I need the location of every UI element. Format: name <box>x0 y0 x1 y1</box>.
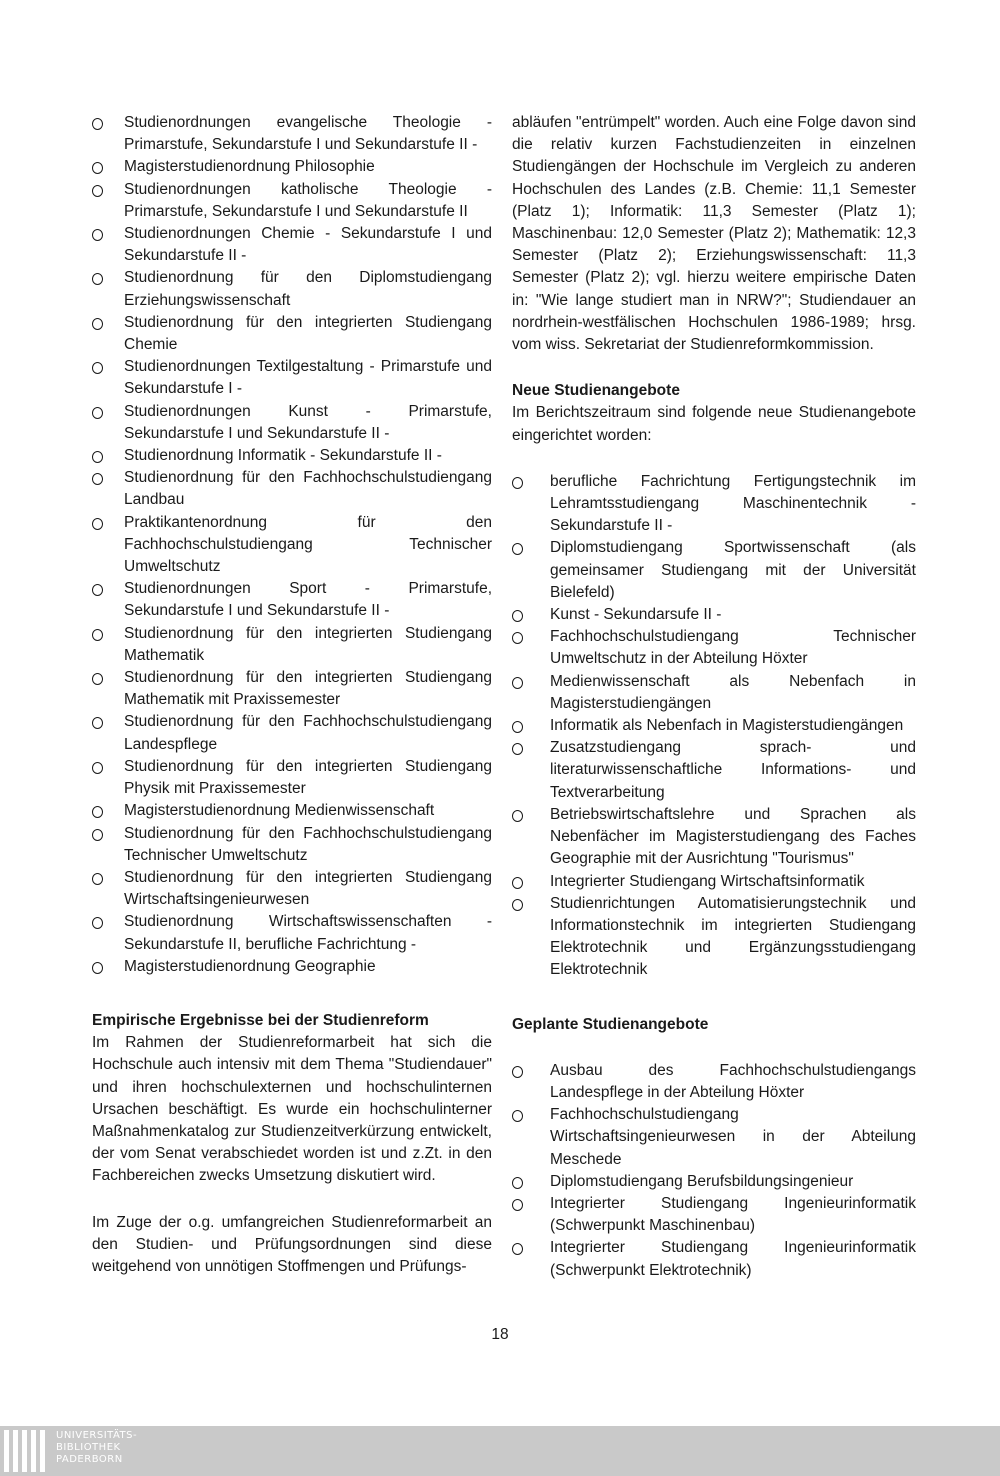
circle-bullet-icon <box>512 1243 523 1255</box>
list-item <box>512 1171 916 1193</box>
circle-bullet-icon <box>92 829 103 841</box>
list-item-text: Diplomstudiengang Berufsbildungsingenieur <box>550 1172 854 1190</box>
list-item-text: Studienordnungen Textilgestaltung - Primarstufe und Sekundarstufe I - <box>124 358 492 398</box>
circle-bullet-icon <box>512 721 523 733</box>
circle-bullet-icon <box>92 584 103 596</box>
list-item-text: Integrierter Studiengang Ingenieurinformatik (Schwerpunkt Maschinenbau) <box>550 1194 916 1235</box>
list-item-text: Studienrichtungen Automatisierungstechnik und Informationstechnik im integrierten Studiengang Elektrotechnik und Ergänzungsstudiengang Elektrotechnik <box>550 894 916 979</box>
list-item <box>92 356 492 400</box>
list-item-text: Kunst - Sekundarsufe II - <box>550 606 722 624</box>
list-item-text: berufliche Fachrichtung Fertigungstechnik im Lehramtsstudiengang Maschinentechnik - Sekundarstufe II - <box>550 472 916 535</box>
list-item <box>92 312 492 356</box>
list-item <box>92 512 492 579</box>
section-heading-empirische-ergebnisse: Empirische Ergebnisse bei der Studienreform <box>92 1011 429 1029</box>
list-item <box>92 956 492 978</box>
list-item-text: Studienordnung für den Fachhochschulstudiengang Landbau <box>124 469 492 509</box>
list-item <box>92 800 492 822</box>
library-name-line-1: UNIVERSITÄTS- <box>56 1430 138 1441</box>
list-item-text: Studienordnung für den Fachhochschulstudiengang Landespflege <box>124 713 492 753</box>
circle-bullet-icon <box>512 899 523 911</box>
list-item-text: Integrierter Studiengang Wirtschaftsinformatik <box>550 872 865 890</box>
list-item <box>512 626 916 670</box>
list-item-text: Zusatzstudiengang sprach- und literaturwissenschaftliche Informations- und Textverarbeitung <box>550 739 916 801</box>
list-item-text: Praktikantenordnung für den Fachhochschulstudiengang Technischer Umweltschutz <box>124 513 492 576</box>
list-item <box>92 223 492 267</box>
circle-bullet-icon <box>92 629 103 641</box>
paragraph-neue-intro: Im Berichtszeitraum sind folgende neue Studienangebote eingerichtet worden: <box>512 404 916 444</box>
list-item-text: Studienordnung für den Diplomstudiengang Erziehungswissenschaft <box>124 269 492 309</box>
circle-bullet-icon <box>512 877 523 889</box>
studienordnungen-list <box>92 112 492 978</box>
paragraph-continuation: abläufen "entrümpelt" worden. Auch eine Folge davon sind die relativ kurzen Fachstudienzeiten in einzelnen Studiengängen der Hochschule im Vergleich zu anderen Hochschulen des Landes (z.B. Chemie: 11,1 Semester (Platz 1); Informatik: 11,3 Semester (Platz 1); Maschinenbau: 12,0 Semester (Platz 2); Mathematik: 12,3 Semester (Platz 2); Erziehungswissenschaft: 11,3 Semester (Platz 2); vgl. hierzu weitere empirische Daten in: "Wie lange studiert man in NRW?"; Studiendauer an nordrhein-westfälischen Hochschulen 1986-1989; hrsg. vom wiss. Sekretariat der Studienreformkommission. <box>512 114 916 354</box>
library-name-line-2: BIBLIOTHEK <box>56 1442 121 1453</box>
list-item <box>512 1193 916 1237</box>
paragraph-studiendauer: Im Rahmen der Studienreformarbeit hat sich die Hochschule auch intensiv mit dem Thema "Studiendauer" und ihren hochschulexternen und hochschulinternen Ursachen beschäftigt. Es wurde ein hochschulinterner Maßnahmenkatalog zur Studienzeitverkürzung entwickelt, der vom Senat verabschiedet worden ist und z.Zt. in den Fachbereichen zwecks Umsetzung diskutiert wird. <box>92 1034 492 1185</box>
list-item-text: Informatik als Nebenfach in Magisterstudiengängen <box>550 717 904 735</box>
list-item <box>92 667 492 711</box>
library-logo-icon <box>4 1430 48 1472</box>
list-item <box>512 1237 916 1281</box>
circle-bullet-icon <box>92 229 103 241</box>
circle-bullet-icon <box>92 673 103 685</box>
circle-bullet-icon <box>512 1066 523 1078</box>
list-item-text: Studienordnungen evangelische Theologie - Primarstufe, Sekundarstufe I und Sekundarstufe II - <box>124 114 492 154</box>
list-item <box>512 871 916 893</box>
list-item-text: Studienordnungen Kunst - Primarstufe, Sekundarstufe I und Sekundarstufe II - <box>124 402 492 442</box>
list-item <box>92 823 492 867</box>
list-item-text: Studienordnung Wirtschaftswissenschaften - Sekundarstufe II, berufliche Fachrichtung - <box>124 913 492 953</box>
list-item-text: Studienordnungen Chemie - Sekundarstufe I und Sekundarstufe II - <box>124 225 492 265</box>
circle-bullet-icon <box>92 407 103 419</box>
circle-bullet-icon <box>92 717 103 729</box>
right-column <box>512 112 916 1282</box>
list-item <box>92 623 492 667</box>
circle-bullet-icon <box>92 917 103 929</box>
left-column <box>92 112 492 1278</box>
list-item-text: Ausbau des Fachhochschulstudiengangs Landespflege in der Abteilung Höxter <box>550 1061 916 1101</box>
circle-bullet-icon <box>92 518 103 530</box>
list-item-text: Diplomstudiengang Sportwissenschaft (als gemeinsamer Studiengang mit der Universität Bielefeld) <box>550 539 916 601</box>
section-heading-neue-studienangebote: Neue Studienangebote <box>512 382 680 400</box>
page-number: 18 <box>491 1326 509 1343</box>
list-item-text: Studienordnung für den Fachhochschulstudiengang Technischer Umweltschutz <box>124 824 492 864</box>
circle-bullet-icon <box>92 451 103 463</box>
library-name <box>56 1430 137 1466</box>
circle-bullet-icon <box>512 1199 523 1211</box>
library-footer-band <box>0 1426 1000 1476</box>
list-item-text: Magisterstudienordnung Geographie <box>124 957 376 975</box>
list-item <box>92 756 492 800</box>
library-name-line-3: PADERBORN <box>56 1454 123 1465</box>
list-item <box>92 179 492 223</box>
list-item <box>512 471 916 538</box>
list-item <box>512 893 916 982</box>
list-item-text: Fachhochschulstudiengang Technischer Umweltschutz in der Abteilung Höxter <box>550 628 916 668</box>
list-item <box>92 467 492 511</box>
paragraph-studienreformarbeit: Im Zuge der o.g. umfangreichen Studienreformarbeit an den Studien- und Prüfungsordnungen sind diese weitgehend von unnötigen Stoffmengen und Prüfungs- <box>92 1213 492 1275</box>
neue-studienangebote-list <box>512 471 916 982</box>
circle-bullet-icon <box>92 762 103 774</box>
circle-bullet-icon <box>92 162 103 174</box>
circle-bullet-icon <box>512 1177 523 1189</box>
list-item <box>512 671 916 715</box>
list-item <box>92 267 492 311</box>
list-item-text: Integrierter Studiengang Ingenieurinformatik (Schwerpunkt Elektrotechnik) <box>550 1239 916 1279</box>
list-item <box>512 804 916 871</box>
list-item-text: Fachhochschulstudiengang Wirtschaftsingenieurwesen in der Abteilung Meschede <box>550 1106 916 1168</box>
list-item <box>512 715 916 737</box>
list-item <box>92 911 492 955</box>
circle-bullet-icon <box>512 743 523 755</box>
circle-bullet-icon <box>512 610 523 622</box>
list-item <box>92 578 492 622</box>
list-item-text: Studienordnungen Sport - Primarstufe, Sekundarstufe I und Sekundarstufe II - <box>124 580 492 620</box>
list-item-text: Magisterstudienordnung Medienwissenschaft <box>124 802 435 820</box>
list-item-text: Studienordnungen katholische Theologie - Primarstufe, Sekundarstufe I und Sekundarstufe II <box>124 180 492 220</box>
circle-bullet-icon <box>92 806 103 818</box>
circle-bullet-icon <box>512 810 523 822</box>
circle-bullet-icon <box>512 1110 523 1122</box>
list-item <box>92 711 492 755</box>
list-item-text: Studienordnung Informatik - Sekundarstufe II - <box>124 447 442 465</box>
list-item <box>92 445 492 467</box>
circle-bullet-icon <box>92 273 103 285</box>
list-item <box>92 112 492 156</box>
list-item <box>512 1060 916 1104</box>
list-item <box>92 401 492 445</box>
list-item <box>512 537 916 604</box>
circle-bullet-icon <box>92 473 103 485</box>
list-item-text: Magisterstudienordnung Philosophie <box>124 158 375 176</box>
circle-bullet-icon <box>92 185 103 197</box>
section-heading-geplante-studienangebote: Geplante Studienangebote <box>512 1015 709 1033</box>
list-item-text: Studienordnung für den integrierten Studiengang Mathematik mit Praxissemester <box>124 669 492 709</box>
list-item-text: Betriebswirtschaftslehre und Sprachen als Nebenfächer im Magisterstudiengang des Faches Geographie mit der Ausrichtung "Tourismus" <box>550 805 916 868</box>
circle-bullet-icon <box>512 632 523 644</box>
list-item-text: Medienwissenschaft als Nebenfach in Magisterstudiengängen <box>550 672 916 712</box>
list-item <box>512 604 916 626</box>
list-item-text: Studienordnung für den integrierten Studiengang Wirtschaftsingenieurwesen <box>124 868 492 909</box>
list-item-text: Studienordnung für den integrierten Studiengang Chemie <box>124 313 492 354</box>
list-item-text: Studienordnung für den integrierten Studiengang Physik mit Praxissemester <box>124 757 492 798</box>
list-item <box>512 737 916 804</box>
list-item <box>92 867 492 911</box>
circle-bullet-icon <box>92 362 103 374</box>
circle-bullet-icon <box>92 318 103 330</box>
circle-bullet-icon <box>512 477 523 489</box>
list-item-text: Studienordnung für den integrierten Studiengang Mathematik <box>124 624 492 664</box>
circle-bullet-icon <box>512 543 523 555</box>
geplante-studienangebote-list <box>512 1060 916 1282</box>
circle-bullet-icon <box>92 962 103 974</box>
circle-bullet-icon <box>512 677 523 689</box>
circle-bullet-icon <box>92 118 103 130</box>
list-item <box>92 156 492 178</box>
circle-bullet-icon <box>92 873 103 885</box>
list-item <box>512 1104 916 1171</box>
